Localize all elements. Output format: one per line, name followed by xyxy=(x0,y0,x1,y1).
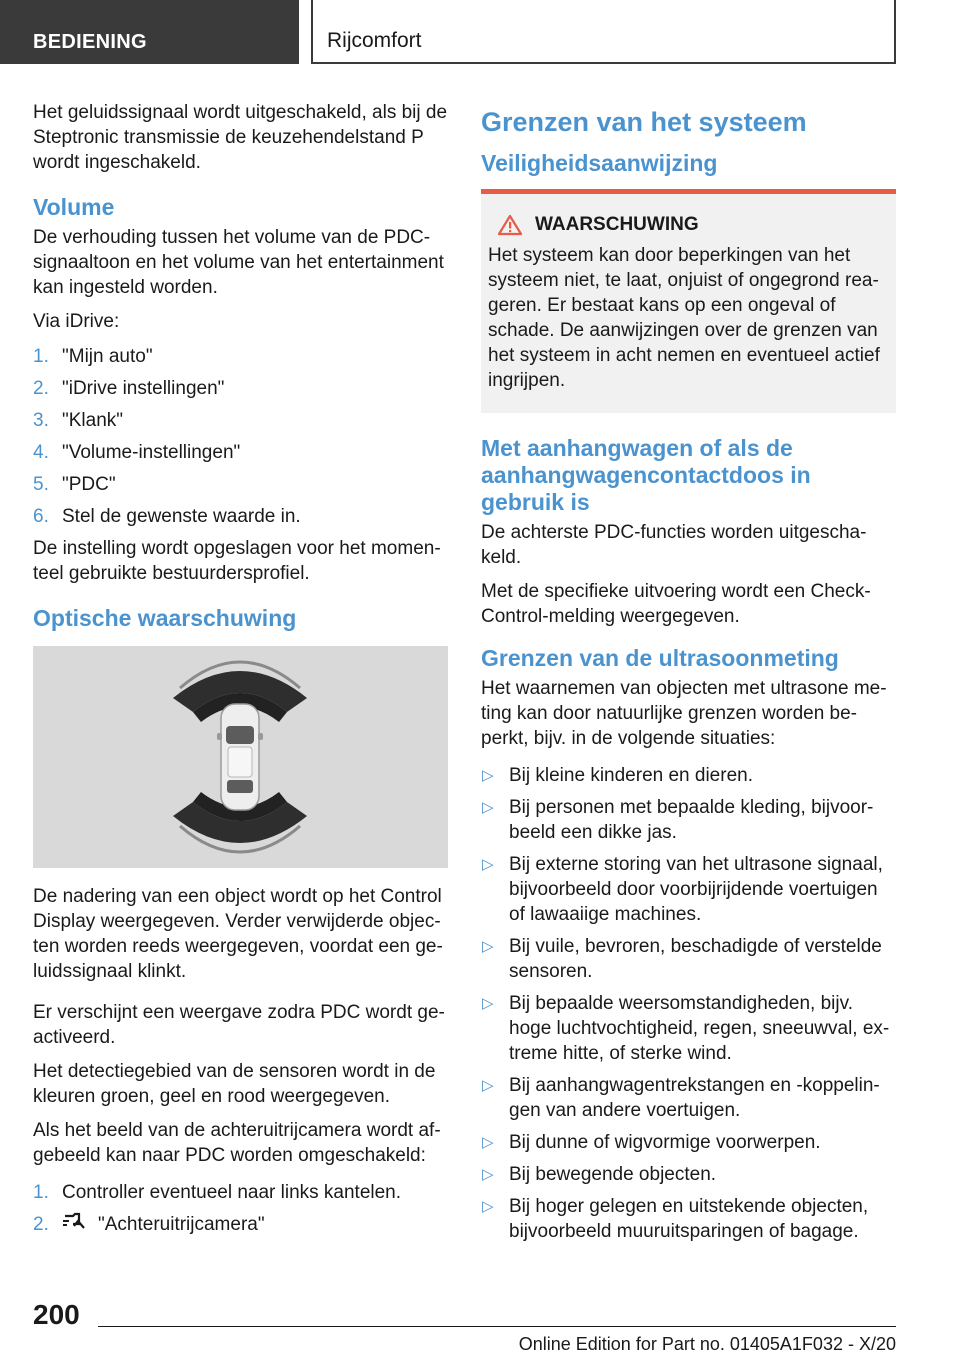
list-item-text: Bij hoger gelegen en uitstekende objecten, bijvoorbeeld muuruitsparingen of bagage. xyxy=(509,1196,869,1242)
list-item-text: Bij externe storing van het ultrasone signaal, bijvoorbeeld door voorbijrijdende voertuigen of lawaaiige machines. xyxy=(509,854,883,925)
list-item-text: Bij aanhangwagentrekstangen en -koppelin-gen van andere voertuigen. xyxy=(509,1075,880,1121)
step-number: 3. xyxy=(33,410,49,431)
right-column xyxy=(481,102,896,1251)
list-item xyxy=(33,1212,448,1237)
step-text: "Klank" xyxy=(62,410,124,431)
step-text: "PDC" xyxy=(62,474,116,495)
warning-box xyxy=(481,189,896,413)
camera-steps xyxy=(33,1180,448,1237)
list-item xyxy=(33,344,448,369)
edition-text: Online Edition for Part no. 01405A1F032 - X/20 xyxy=(518,1334,896,1354)
limitations-list xyxy=(481,763,896,1244)
step-number: 6. xyxy=(33,506,49,527)
list-item-text: Bij personen met bepaalde kleding, bijvoor-beeld een dikke jas. xyxy=(509,797,874,843)
chapter-header: Rijcomfort xyxy=(311,0,896,64)
ultrasound-heading: Grenzen van de ultrasoonmeting xyxy=(481,645,839,671)
pdc-car-graphic xyxy=(33,646,448,868)
via-idrive-label: Via iDrive: xyxy=(33,311,120,332)
volume-heading: Volume xyxy=(33,194,115,220)
warning-text: Het systeem kan door beperkingen van het systeem niet, te laat, onjuist of ongegrond rea-geren. Er bestaat kans op een ongeval of schade. De aanwijzingen over de grenzen van het systeem in acht nemen en eventueel actief ingrijpen. xyxy=(488,245,880,391)
optical-heading: Optische waarschuwing xyxy=(33,605,297,631)
step-number: 4. xyxy=(33,442,49,463)
list-item xyxy=(33,504,448,529)
triangle-bullet-icon: ▷ xyxy=(482,1077,494,1094)
trailer-heading: Met aanhangwagen of als de aanhangwagencontactdoos in gebruik is xyxy=(481,435,811,515)
step-text: Stel de gewenste waarde in. xyxy=(62,506,301,527)
list-item xyxy=(481,1130,896,1155)
triangle-bullet-icon: ▷ xyxy=(482,995,494,1012)
triangle-bullet-icon: ▷ xyxy=(482,1134,494,1151)
warning-header xyxy=(497,214,889,236)
trailer-paragraph-1: De achterste PDC-functies worden uitgescha-keld. xyxy=(481,522,867,568)
list-item-text: Bij vuile, bevroren, beschadigde of verstelde sensoren. xyxy=(509,936,882,982)
warning-triangle-icon xyxy=(497,214,523,236)
step-text: "Achteruitrijcamera" xyxy=(98,1214,265,1235)
triangle-bullet-icon: ▷ xyxy=(482,1166,494,1183)
list-item-text: Bij dunne of wigvormige voorwerpen. xyxy=(509,1132,821,1153)
parking-camera-icon xyxy=(62,1212,88,1237)
step-text: "iDrive instellingen" xyxy=(62,378,225,399)
triangle-bullet-icon: ▷ xyxy=(482,767,494,784)
list-item xyxy=(33,408,448,433)
list-item xyxy=(481,763,896,788)
list-item xyxy=(33,472,448,497)
list-item-text: Bij bewegende objecten. xyxy=(509,1164,717,1185)
idrive-steps xyxy=(33,344,448,529)
step-number: 2. xyxy=(33,378,49,399)
approach-paragraph: De nadering van een object wordt op het Control Display weergegeven. Verder verwijderde objec-ten worden reeds weergegeven, voordat een ge-luidssignaal klinkt. xyxy=(33,886,443,982)
list-item xyxy=(33,376,448,401)
limits-heading: Grenzen van het systeem xyxy=(481,107,807,137)
triangle-bullet-icon: ▷ xyxy=(482,856,494,873)
list-item xyxy=(481,852,896,927)
list-item xyxy=(481,795,896,845)
step-number: 2. xyxy=(33,1214,49,1235)
list-item xyxy=(33,440,448,465)
footer-divider xyxy=(98,1326,896,1327)
triangle-bullet-icon: ▷ xyxy=(482,938,494,955)
appears-paragraph: Er verschijnt een weergave zodra PDC wordt ge-activeerd. xyxy=(33,1002,445,1048)
trailer-paragraph-2: Met de specifieke uitvoering wordt een Check-Control-melding weergegeven. xyxy=(481,581,871,627)
step-number: 5. xyxy=(33,474,49,495)
triangle-bullet-icon: ▷ xyxy=(482,1198,494,1215)
safety-heading: Veiligheidsaanwijzing xyxy=(481,150,718,176)
volume-paragraph: De verhouding tussen het volume van de PDC-signaaltoon en het volume van het entertainment kan ingesteld worden. xyxy=(33,227,444,298)
page-number: 200 xyxy=(33,1299,80,1330)
list-item-text: Bij kleine kinderen en dieren. xyxy=(509,765,753,786)
camera-paragraph: Als het beeld van de achteruitrijcamera wordt af-gebeeld kan naar PDC worden omgeschakeld: xyxy=(33,1120,441,1166)
left-column xyxy=(33,100,448,1244)
triangle-bullet-icon: ▷ xyxy=(482,799,494,816)
section-header: BEDIENING xyxy=(0,0,299,64)
saved-paragraph: De instelling wordt opgeslagen voor het momen-teel gebruikte bestuurdersprofiel. xyxy=(33,538,441,584)
detection-paragraph: Het detectiegebied van de sensoren wordt in de kleuren groen, geel en rood weergegeven. xyxy=(33,1061,436,1107)
step-number: 1. xyxy=(33,1182,49,1203)
step-text: "Mijn auto" xyxy=(62,346,153,367)
step-text: "Volume-instellingen" xyxy=(62,442,241,463)
pdc-display-illustration xyxy=(33,646,448,868)
intro-paragraph: Het geluidssignaal wordt uitgeschakeld, als bij de Steptronic transmissie de keuzehendelstand P wordt ingeschakeld. xyxy=(33,102,448,173)
step-text: Controller eventueel naar links kantelen. xyxy=(62,1182,402,1203)
ultrasound-paragraph: Het waarnemen van objecten met ultrasone me-ting kan door natuurlijke grenzen worden be-perkt, bijv. in de volgende situaties: xyxy=(481,678,887,749)
step-number: 1. xyxy=(33,346,49,367)
list-item xyxy=(481,1162,896,1187)
list-item xyxy=(481,934,896,984)
list-item xyxy=(481,991,896,1066)
warning-title: WAARSCHUWING xyxy=(535,214,699,235)
list-item xyxy=(33,1180,448,1205)
list-item-text: Bij bepaalde weersomstandigheden, bijv. hoge luchtvochtigheid, regen, sneeuwval, ex-treme hitte, of sterke wind. xyxy=(509,993,890,1064)
list-item xyxy=(481,1073,896,1123)
list-item xyxy=(481,1194,896,1244)
